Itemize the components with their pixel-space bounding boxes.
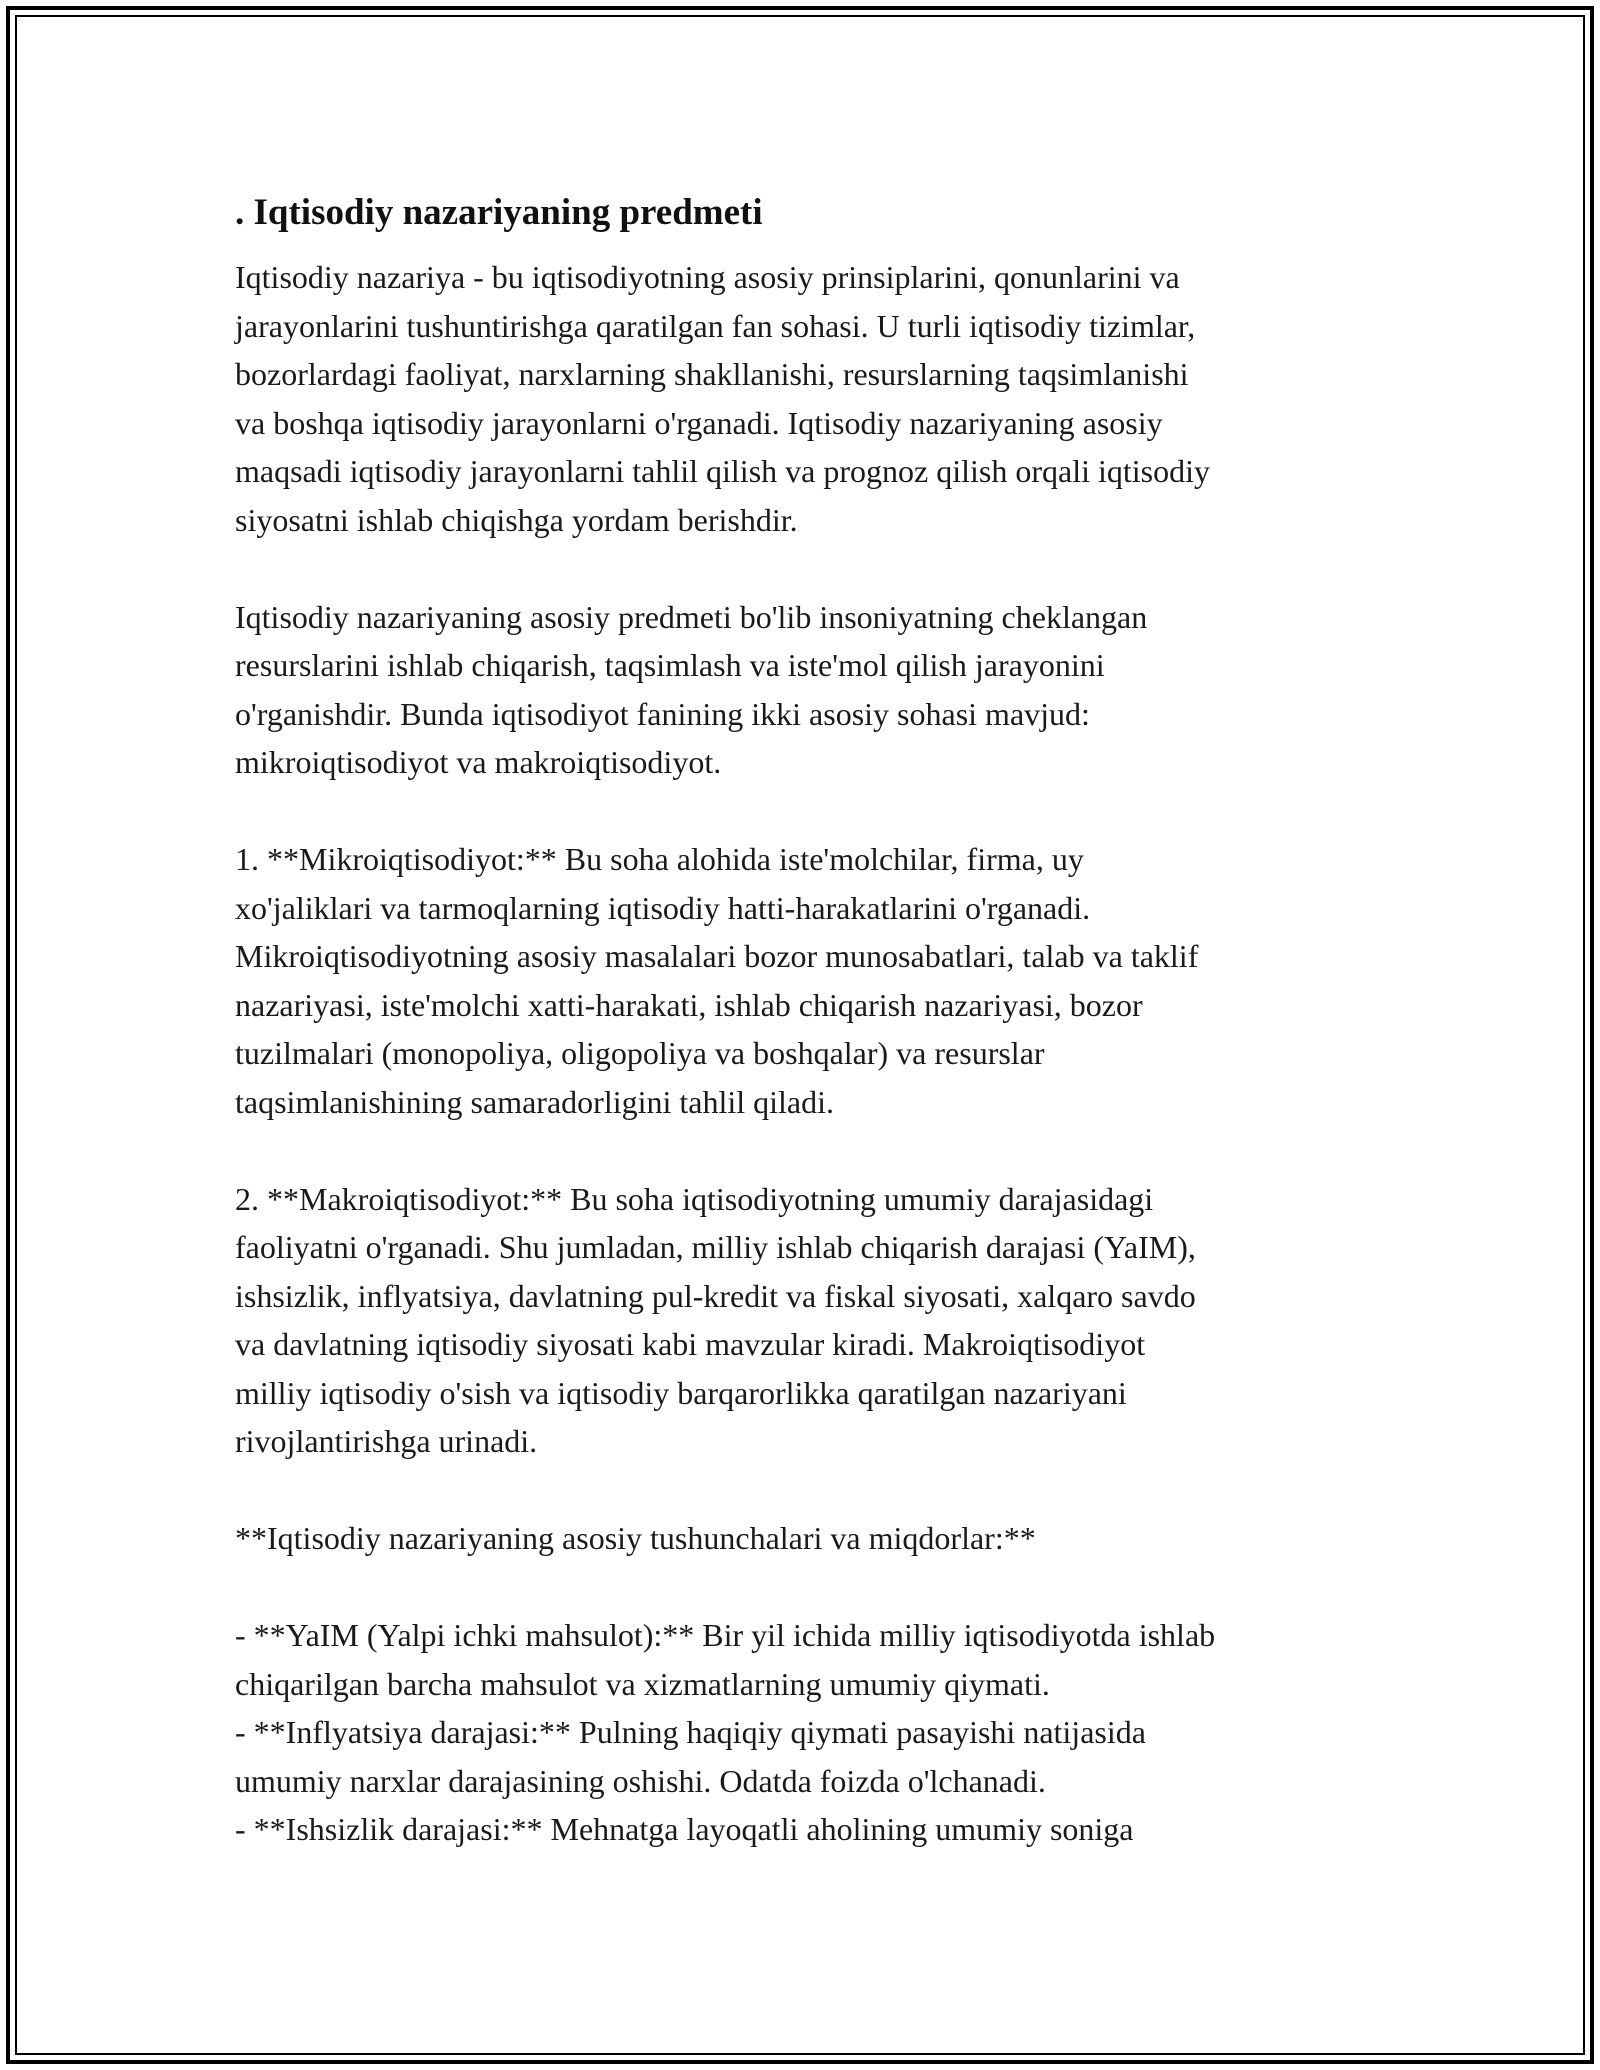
paragraph-microeconomics: 1. **Mikroiqtisodiyot:** Bu soha alohida iste'molchilar, firma, uy xo'jaliklari va tarmoqlarning iqtisodiy hatti-harakatlarini o'rganadi. Mikroiqtisodiyotning asosiy masalalari bozor munosabatlari, talab va taklif nazariyasi, iste'molchi xatti-harakati, ishlab chiqarish nazariyasi, bozor tuzilmalari (monopoliya, oligopoliya va boshqalar) va resurslar taqsimlanishining samaradorligini tahlil qiladi. [235,841,1199,1120]
paragraph-spacer [235,1563,1395,1612]
paragraph-spacer [235,1126,1395,1175]
paragraph-subject: Iqtisodiy nazariyaning asosiy predmeti bo'lib insoniyatning cheklangan resurslarini ishlab chiqarish, taqsimlash va iste'mol qilish jarayonini o'rganishdir. Bunda iqtisodiyot fanining ikki asosiy sohasi mavjud: mikroiqtisodiyot va makroiqtisodiyot. [235,598,1148,780]
paragraph-macroeconomics: 2. **Makroiqtisodiyot:** Bu soha iqtisodiyotning umumiy darajasidagi faoliyatni o'rganadi. Shu jumladan, milliy ishlab chiqarish darajasi (YaIM), ishsizlik, inflyatsiya, davlatning pul-kredit va fiskal siyosati, xalqaro savdo va davlatning iqtisodiy siyosati kabi mavzular kiradi. Makroiqtisodiyot milliy iqtisodiy o'sish va iqtisodiy barqarorlikka qaratilgan nazariyani rivojlantirishga urinadi. [235,1180,1196,1459]
paragraph-concepts-list: - **YaIM (Yalpi ichki mahsulot):** Bir yil ichida milliy iqtisodiyotda ishlab chiqarilgan barcha mahsulot va xizmatlarning umumiy qiymati. - **Inflyatsiya darajasi:** Pulning haqiqiy qiymati pasayishi natijasida umumiy narxlar darajasining oshishi. Odatda foizda o'lchanadi. - **Ishsizlik darajasi:** Mehnatga layoqatli aholining umumiy soniga [235,1617,1216,1847]
paragraph-spacer [235,544,1395,593]
paragraph-spacer [235,787,1395,836]
document-body [235,185,1395,1854]
paragraph-spacer [235,1466,1395,1515]
document-title: . Iqtisodiy nazariyaning predmeti [235,192,763,233]
paragraph-intro: Iqtisodiy nazariya - bu iqtisodiyotning asosiy prinsiplarini, qonunlarini va jarayonlarini tushuntirishga qaratilgan fan sohasi. U turli iqtisodiy tizimlar, bozorlardagi faoliyat, narxlarning shakllanishi, resurslarning taqsimlanishi va boshqa iqtisodiy jarayonlarni o'rganadi. Iqtisodiy nazariyaning asosiy maqsadi iqtisodiy jarayonlarni tahlil qilish va prognoz qilish orqali iqtisodiy siyosatni ishlab chiqishga yordam berishdir. [235,259,1210,538]
paragraph-concepts-heading: **Iqtisodiy nazariyaning asosiy tushunchalari va miqdorlar:** [235,1520,1036,1556]
